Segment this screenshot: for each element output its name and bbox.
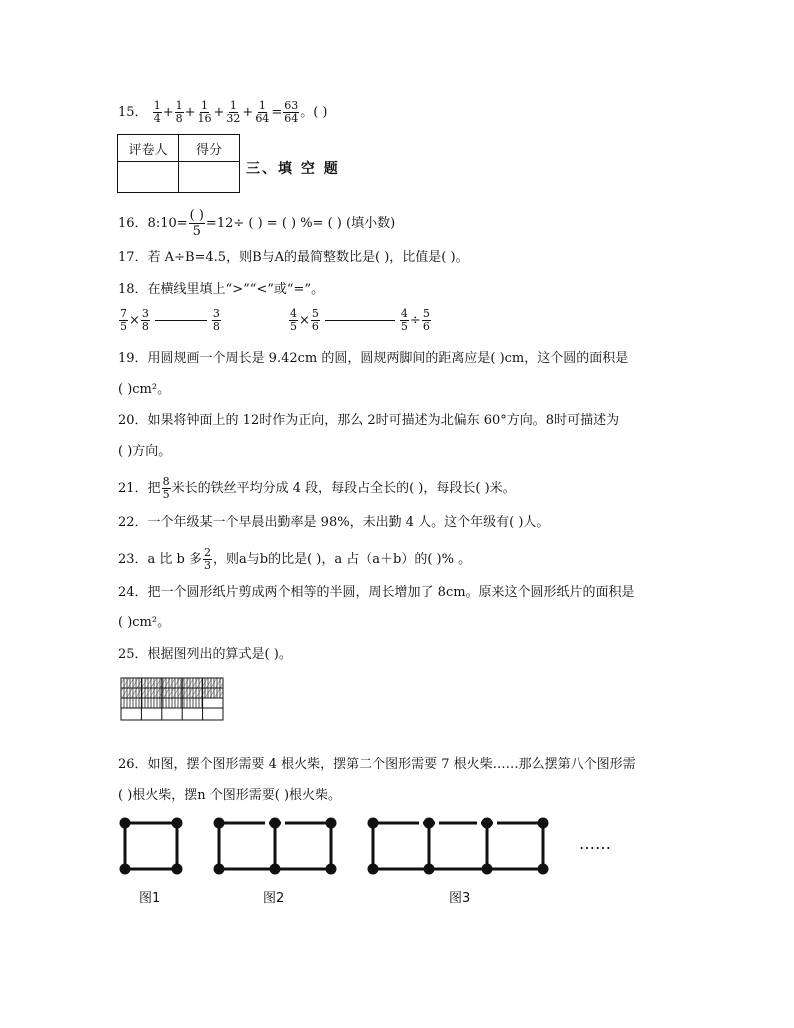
grader-cell[interactable] — [118, 162, 179, 193]
matchstick-figure-2 — [215, 819, 335, 873]
question-number: 15． — [118, 105, 148, 120]
compare-blank[interactable] — [155, 320, 207, 321]
figure-1-label: 图1 — [139, 891, 161, 906]
grading-table — [117, 134, 240, 193]
fraction: $\frac{1}{4}$ — [153, 99, 161, 125]
q25-text: 根据图列出的算式是( )。 — [147, 647, 292, 662]
question-number: 21． — [118, 481, 148, 496]
q19-text: 用圆规画一个周长是 9.42cm 的圆，圆规两脚间的距离应是( )cm，这个圆的面积是 — [147, 351, 629, 366]
q16-ratio: 8:10= — [147, 216, 188, 231]
question-number: 25． — [118, 647, 148, 662]
q18-right-compare: $\frac{4}{5}$ × $\frac{5}{6}$ $\frac{4}{5}$ ÷ $\frac{5}{6}$ — [290, 307, 430, 333]
score-cell[interactable] — [179, 162, 240, 193]
compare-blank[interactable] — [325, 320, 395, 321]
fraction: $\frac{1}{64}$ — [255, 99, 270, 125]
question-15: 15． $\frac{1}{4}$ + $\frac{1}{8}$ + $\frac{1}{16}$ + $\frac{1}{32}$ + $\frac{1}{64}$ = $\frac{63}{64}$ 。( ) — [118, 99, 328, 125]
figure-2-label: 图2 — [263, 891, 285, 906]
question-20 — [118, 412, 619, 430]
question-18 — [118, 281, 324, 299]
question-26 — [118, 756, 636, 774]
question-26-line2: ( )根火柴，摆n 个图形需要( )根火柴。 — [118, 788, 342, 803]
q18-left-compare: $\frac{7}{5}$ × $\frac{3}{8}$ $\frac{3}{8}$ — [120, 307, 220, 333]
score-header: 得分 — [179, 135, 240, 162]
q22-text: 一个年级某一个早晨出勤率是 98%，未出勤 4 人。这个年级有( )人。 — [147, 515, 550, 530]
fraction: $\frac{5}{6}$ — [422, 307, 430, 333]
fraction: $\frac{7}{5}$ — [120, 307, 127, 333]
fraction: $\frac{1}{16}$ — [197, 99, 212, 125]
q24-text: 把一个圆形纸片剪成两个相等的半圆，周长增加了 8cm。原来这个圆形纸片的面积是 — [147, 585, 635, 600]
question-16 — [118, 208, 395, 239]
question-22 — [118, 514, 549, 532]
question-17 — [118, 249, 469, 267]
question-number: 26． — [118, 757, 148, 772]
q26-text: 如图，摆个图形需要 4 根火柴，摆第二个图形需要 7 根火柴……那么摆第八个图形需 — [147, 757, 636, 772]
fraction-grid-figure — [120, 677, 224, 721]
section-title: 三、填 空 题 — [246, 161, 340, 177]
q21-text-b: 米长的铁丝平均分成 4 段，每段占全长的( )，每段长( )米。 — [171, 481, 516, 496]
fraction: $\frac{4}{5}$ — [400, 307, 408, 333]
question-24 — [118, 584, 635, 602]
fraction: $\frac{5}{6}$ — [311, 307, 319, 333]
question-number: 18． — [118, 282, 148, 297]
fraction: $\frac{( )}{5}$ — [189, 208, 204, 239]
question-number: 19． — [118, 351, 148, 366]
question-19 — [118, 350, 628, 368]
q17-text: 若 A÷B=4.5，则B与A的最简整数比是( )，比值是( )。 — [147, 250, 469, 265]
fraction: $\frac{4}{5}$ — [290, 307, 297, 333]
question-number: 22． — [118, 515, 148, 530]
figure-3-label: 图3 — [449, 891, 471, 906]
question-24-line2: ( )cm²。 — [118, 615, 171, 630]
question-number: 16． — [118, 216, 148, 231]
q23-text-b: ，则a与b的比是( )，a 占（a＋b）的( )% 。 — [213, 552, 472, 567]
q23-text-a: a 比 b 多 — [147, 552, 203, 567]
q16-text: =12÷ ( ) = ( ) %= ( ) (填小数) — [205, 216, 396, 231]
matchstick-figures — [115, 815, 635, 910]
fraction: $\frac{1}{32}$ — [226, 99, 241, 125]
q20-text: 如果将钟面上的 12时作为正向，那么 2时可描述为北偏东 60°方向。8时可描述为 — [147, 413, 620, 428]
q21-text-a: 把 — [147, 481, 161, 496]
question-23 — [118, 547, 471, 572]
matchstick-figure-1 — [121, 819, 181, 873]
question-number: 17． — [118, 250, 148, 265]
fraction: $\frac{3}{8}$ — [141, 307, 149, 333]
fraction: $\frac{1}{8}$ — [175, 99, 183, 125]
question-number: 24． — [118, 585, 148, 600]
question-number: 23． — [118, 552, 148, 567]
matchstick-figure-3 — [369, 819, 547, 873]
fraction: $\frac{63}{64}$ — [284, 99, 299, 125]
grader-header: 评卷人 — [118, 135, 179, 162]
question-21 — [118, 476, 516, 501]
fraction: $\frac{3}{8}$ — [212, 307, 220, 333]
q18-text: 在横线里填上“>”“<”或“=”。 — [147, 282, 325, 297]
question-19-line2: ( )cm²。 — [118, 382, 171, 397]
question-number: 20． — [118, 413, 148, 428]
continuation-dots: …… — [579, 834, 611, 853]
question-25 — [118, 646, 292, 664]
fraction: $\frac{2}{3}$ — [204, 546, 212, 572]
answer-blank[interactable]: 。( ) — [300, 105, 328, 120]
fraction: $\frac{8}{5}$ — [162, 475, 170, 501]
question-20-line2: ( )方向。 — [118, 444, 172, 459]
